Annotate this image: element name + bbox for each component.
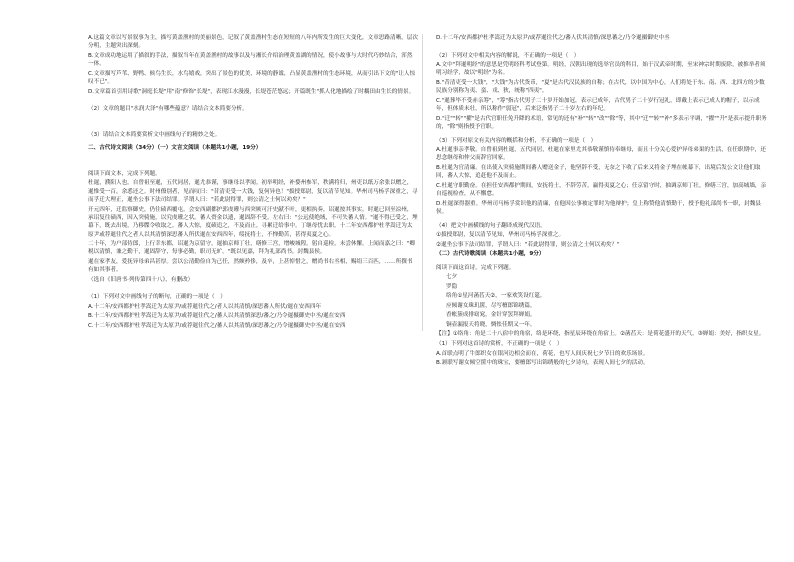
translation-sentence-1: ①拔授郑尉，复以清节见知，华州司马杨孚深重之。 [436, 232, 565, 239]
spacer [88, 285, 418, 293]
poem-option-b: B.颔联写谢女倾空箧中的珠宝，要檀郎写出锦绣般的七夕诗句，表现人间七夕的活动。 [436, 360, 649, 367]
poem-notes: 【注】①络角：角是二十八宿中的角宿，络是环绕，指星辰环绕在角宿上。②菡萏天：是荷花盛开的天气。③婵娟：美好，指织女星。 [436, 331, 765, 338]
poem-line-3: 香帐簇成排窈窕，金针穿罢拜婵娟。 [446, 312, 536, 319]
spacer [88, 115, 418, 123]
passage-source: （选自《旧唐书·列传第四十八》，有删改） [88, 276, 194, 283]
spacer [436, 44, 770, 52]
sub-question-3-option-c: C.杜暹守职勤奋。在担任安西都护期间，安抚将士，不辞劳苦，赢得夷夏之心；任京留守时，抽调京师丁壮，修缮三宫，加高城墙，亲自巡视检查，从不懈怠。 [436, 182, 767, 198]
poem-title: 七夕 [446, 274, 458, 281]
sub-question-2-option-d: D."迁""转""擢"是古代官职任免升降的术语，常见的还有"补""转""改""除"等，其中"迁""转""补"多表示平调，"擢""升"是表示提升职务的，"除"则指授予官职。 [436, 115, 767, 131]
sub-question-3-option-d: D.杜暹深得器重。华州司马杨孚赏识他的清廉，在他因公事被定罪时为他辩护；皇上称赞他清慎勤干，授予他礼部尚书一职，封魏县侯。 [436, 200, 761, 216]
sub-question-2: （2）下列对文中相关内容的解说，不正确的一项是（ ） [436, 52, 580, 59]
sub-question-1-option-b: B.十二年/安西都护杜孝嵩迁为太原尹/或荐暹往代之/蕃人以其清慎深思/蕃之/乃令暹摄御史中丞/暹在安西 [88, 313, 346, 320]
sub-question-2-option-b: B."昔清吏受一大钱"，"大钱"为古代货币，"夏"是古代汉民族的自称；在古代，以中国为中心，人们将处于东、南、西、北四方的少数民族分别称为夷、蛮、戎、狄，统称"四夷"。 [436, 79, 765, 95]
poem-line-4: 铜壶漏报天将晓，惆怅佳期又一年。 [446, 321, 536, 328]
reading-instruction: 阅读下面文本，完成下列题。 [88, 170, 161, 177]
translation-sentence-2: ②暹坐公事下法司结罪，孚谓人曰："若此尉得罪，则公清之士何以劝矣？" [436, 241, 620, 248]
sub-question-1-option-c: C.十二年/安西都护杜孝嵩迁为太原尹/或荐暹往代之/蕃人以其清慎/深思蕃之/乃令暹摄御史中丞/暹在安西 [88, 322, 346, 329]
question-3: （3）请结合文本简要赏析文中画线句子的精妙之处。 [88, 131, 221, 138]
passage-paragraph-1: 杜暹，濮阳人也。自曾祖至暹，五代同居，暹尤恭谨，事继母以孝闻。初举明经，补婺州参军，秩满将归，州吏以纸万余张以赠之，暹惟受一百，余悉还之。时州僚别者，见而叹曰："昔清吏受一大钱，复何异也！"拔授郑尉，复以清节见知。华州司马杨孚深重之，寻而孚迁大理正，暹坐公事下法司结罪。孚谓人曰："若此尉得罪，则公清之士何以劝矣？" [88, 180, 418, 203]
spacer [88, 154, 418, 162]
sub-question-3-option-b: B.杜暹为官清廉。在出使入突骑施期间蕃人赠送金子，他坚辞不受，无奈之下收了后来又将金子埋在帐幕下，出境后发公文让他们取回，蕃人大惊，追赶他不及而止。 [436, 164, 761, 180]
poem-line-2: 应倾谢女珠玑箧，尽写檀郎锦绣篇。 [446, 302, 536, 309]
left-option-d: D.文章篇首引用诗歌"洞庭长堤"用"南"修饰"长堤"，表现江水漫漫，长堤苍茫悠远；开篇既生"抓人化地描绘了时耦田由生长的情景。 [88, 88, 415, 95]
poem-line-1: 络角①星河菡萏天②，一家欢笑设红筵。 [446, 293, 546, 300]
sub-question-1-option-a: A.十二年/安西都护杜孝嵩迁为太原尹/或荐暹往代之/者人以其清慎/深思蕃人所伏/暹在安西四年 [88, 303, 322, 310]
sub-question-4: （4）把文中画横线的句子翻译成现代汉语。 [436, 222, 546, 229]
left-option-a: A.这篇文章以写景叙事为主，描写黄盖渔村的美丽景色，记叙了黄盖渔村生态在短短的八年内所发生的巨大变化，文章思路清晰，层次分明，主题突出深刻。 [88, 35, 418, 50]
spacer [88, 123, 418, 131]
sub-question-3: （3）下列对原文有关内容的概括和分析，不正确的一项是（ ） [436, 137, 597, 144]
poem-instruction: 阅读下面这首诗，完成下列题。 [436, 264, 515, 271]
sub-question-2-option-a: A.文中"拜暹明经"的意思是凭明经科考试登第。明经，汉朝出现的选举官员的科目，始于汉武帝时期，至宋神宗时期废除。被推举者须明习经学，故以"明经"为名。 [436, 62, 766, 77]
poem-author: 罗隐 [446, 283, 458, 290]
sub-question-2-option-c: C."暹葬毕不受赤亲筹"，"筹"指古代男子二十岁开始加冠，表示已成年，古代男子二十岁行冠礼，即戴上表示已成人的帽子，以示成年，但体质未壮，所以称作"弱冠"，后来泛指男子二十岁左右的年纪。 [436, 97, 760, 113]
right-column [436, 34, 770, 369]
sub-question-1-option-d: D.十二年/安西都护杜孝嵩迁为太原尹/或荐暹往代之/蕃人伏其清慎/深思蕃之/乃令暹摄御史中丞 [436, 35, 670, 41]
sub-question-3-option-a: A.杜暹事亲孝敬。自曾祖到杜暹，五代同居，杜暹在家里尤其恭敬谨慎侍奉继母，而且十分关心爱护异母弟果的生活，在任职期中，还思念继母和仲父而辞官回家。 [436, 147, 766, 162]
spacer [88, 162, 418, 170]
passage-paragraph-2: 开元四年，迁监察御史，仍往碛西覆屯。会安西副都护郭虔瓘与西突厥可汗史献不叶，更相执奏，诏暹按其事实。时暹已回至凉州，承诏复往碛西，因入突骑施，以究虔瓘之状。蕃人赍金以遗，暹固辞不受。左右曰："公远使绝域，不可失蕃人情。"暹不得已受之，埋幕下，既去出境，乃移牒令收取之。蕃人大惊，度碛追之，不及而止。寻累迁给事中。丁继母忧去职。十二年安西都护杜孝嵩迁为太原尹或荐暹往代之者人以其清慎深思蕃人所伏暹在安西四年，绥抚将士，不惮勤苦，甚得夷夏之心。 [88, 206, 418, 238]
passage-paragraph-4: 暹在家孝友，爱抚异母弟昌甚厚。尝以公清勤俭自为己任，然颇矜侈，及卒，上甚悼惜之，赠尚书右丞相，赐绢三百匹，……所撰书有如其事者。 [88, 258, 413, 274]
question-2: （2）文章的题目"水润大泽"有哪些蕴意？请结合文本简要分析。 [88, 106, 248, 113]
section-heading-classical: 二、古代诗文阅读（34分）（一）文言文阅读（本题共1小题，19分） [88, 145, 262, 152]
left-option-b: B.文章成功地运用了描叙的手法，描叙当年在黄盖渔村的故事以及与湘长介绍治理黄盖湖的情况，使小故事与大时代巧妙结合，浑然一体。 [88, 52, 413, 68]
poem-question-1: （1）下列对这首诗的赏析，不正确的一项是（ ） [436, 340, 563, 347]
poem-option-a: A.首联点明了牛郎织女在银河边相会而在，荷花，也写人间庆祝七夕节日的欢乐场景。 [436, 350, 649, 357]
left-column [88, 34, 423, 331]
passage-paragraph-3: 二十年，为户部侍郎，上行幸东都，诏暹为京留守，暹抽京师丁壮，缮修三宫，增峻城隍，躬自巡检，未尝休懈。上闻而嘉之曰："卿税以清慎，兼之勤干，暹固辞守，每事必勤，职司无旷。"既以见嘉，拜为礼部尚书，封魏县侯。 [88, 241, 416, 256]
left-option-c: C.文章描写芦苇、野鸭、候鸟生长，水鸟嬉戏，突出了景色的优美，环境的静谧，凸显黄盖渔村的生态环境，从而引出下文的"让人惊叹不已"。 [88, 70, 416, 86]
spacer [88, 97, 418, 105]
section-heading-poetry: （二）古代诗歌阅读（本题共1小题，9分） [436, 251, 545, 258]
sub-question-1: （1）下列对文中画线句子的断句，正确的一项是（ ） [88, 294, 226, 301]
